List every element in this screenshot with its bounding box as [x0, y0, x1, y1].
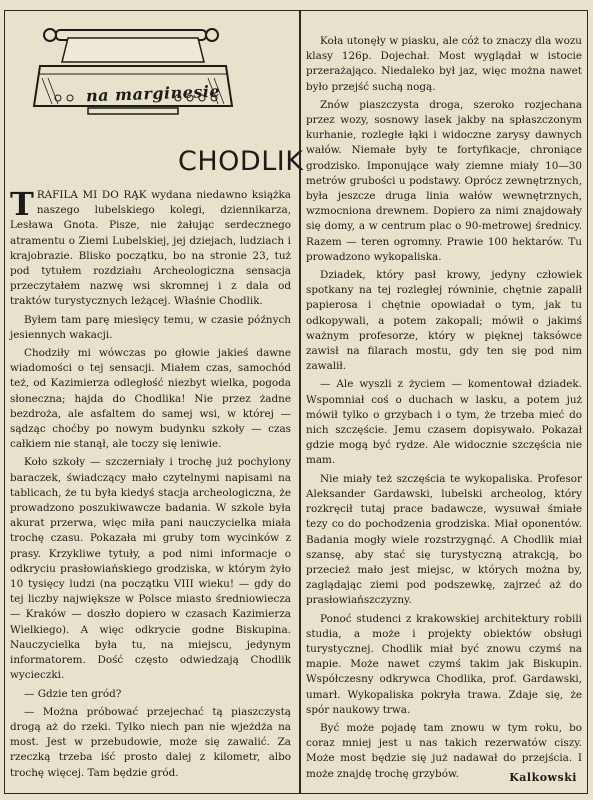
paragraph: Ponoć studenci z krakowskiej architektury robili studia, a może i projekty obiektów obsługi turystycznej. Chodlik miał być znowu czymś na mapie. Może nawet czymś takim jak Biskupin. Współczesny odkrywca Chodlika, prof. Gardawski, umarł. Wykopaliska pokryła trawa. Zdaje się, że spór naukowy trwa. — [306, 612, 582, 716]
paragraph: Znów piaszczysta droga, szeroko rozjechana przez wozy, sosnowy lasek jakby na spłaszczonym kurhanie, rozległe łąki i widoczne zarysy dawnych wałów. Niemałe były te fortyfikacje, chroniące grodzisko. Imponujące wały ziemne miały 10—30 metrów grubości u podstawy. Oprócz zewnętrznych, była jeszcze druga linia wałów wewnętrznych, wzmocniona drewnem. Dopiero za nimi znajdowały się domy, a w centrum plac o 90-metrowej średnicy. Razem — teren ogromny. Prawie 100 hektarów. Tu prowadzono wykopaliska. — [306, 98, 582, 263]
typewriter-logo — [28, 26, 238, 118]
left-column — [10, 185, 291, 784]
paragraph: — Gdzie ten gród? — [24, 687, 122, 700]
paragraph-text: RAFILA MI DO RĄK wydana niedawno książka naszego lubelskiego kolegi, dziennikarza, Lesława Gnota. Pisze, nie żałując serdecznego atramentu o Ziemi Lubelskiej, jej dziejach, ludziach i krajobrazie. Blisko początku, bo na stronie 23, tuż pod tytułem rozdziału Archeologiczna sensacja przeczytałem nazwę wsi skromnej i z dala od traktów turystycznych leżącej. Właśnie Chodlik. — [10, 189, 291, 308]
paragraph: — Można próbować przejechać tą piaszczystą drogą aż do rzeki. Tylko niech pan nie wjeżdża na most. Jest w przebudowie, może się zawalić. Za rzeczką trzeba iść prosto dalej z kilometr, albo trochę więcej. Tam będzie gród. — [10, 705, 291, 779]
paragraph: — Ale wyszli z życiem — komentował dziadek. Wspomniał coś o duchach w lasku, a potem już mówił tylko o grzybach i o tym, że trzeba mieć do nich szczęście. Jemu czasem dopisywało. Pokazał gdzie mogą być rydze. Ale widocznie szczęścia nie mam. — [306, 378, 582, 467]
paragraph: Dziadek, który pasł krowy, jedyny człowiek spotkany na tej rozległej równinie, chętnie zapalił papierosa i chętnie opowiadał o tym, jak tu odkopywali, a potem zakopali; mówił o jakimś ważnym profesorze, który w pięknej taksówce zawisł na filarach mostu, gdy ten się pod nim zawalił. — [306, 269, 582, 373]
paragraph: Chodziły mi wówczas po głowie jakieś dawne wiadomości o tej sensacji. Miałem czas, samochód też, od Kazimierza odległość niezbyt wielka, pogoda słoneczna; hajda do Chodlika! Nie przez żadne bezdroża, ale asfaltem do samej wsi, w której — sądząc choćby po nowym budynku szkoły — czas całkiem nie stanął, ale toczy się leniwie. — [10, 347, 291, 451]
right-column — [306, 34, 582, 785]
section-logo-text: na marginesie — [85, 81, 221, 106]
column-divider — [299, 10, 301, 794]
drop-cap: T — [10, 185, 34, 223]
article-title: CHODLIK — [178, 146, 304, 177]
paragraph: Byłem tam parę miesięcy temu, w czasie późnych jesiennych wakacji. — [10, 313, 291, 341]
paragraph: Nie miały też szczęścia te wykopaliska. Profesor Aleksander Gardawski, lubelski archeolog, który rozkręcił tutaj prace badawcze, wysuwał śmiałe tezy co do pochodzenia grodziska. Miał oponentów. Badania mogły wiele rozstrzygnąć. A Chodlik miał szansę, aby stać się turystyczną atrakcją, bo przecież mało jest miejsc, w których można by, zaglądając ziemi pod podszewkę, zajrzeć aż do prasłowiańszczyzny. — [306, 472, 582, 607]
author-signature: Kalkowski — [509, 771, 577, 784]
paragraph: Koło szkoły — szczerniały i trochę już pochylony baraczek, świadczący mało czytelnymi napisami na tablicach, że tu była kiedyś stacja archeologiczna, że prowadzono poszukiwawcze badania. W szkole była akurat przerwa, więc miła pani nauczycielka miała trochę czasu. Pokazała mi gruby tom wycinków z prasy. Krzykliwe tytuły, a pod nimi informacje o odkryciu prasłowiańskiego grodziska, w którym żyło 10 tysięcy ludzi (na początku VIII wieku! — gdy do tej liczby największe w Polsce miasto średniowiecza — Kraków — doszło dopiero w czasach Kazimierza Wielkiego). A więc odkrycie godne Biskupina. Nauczycielka była tu, na miejscu, jedynym informatorem. Dość często odwiedzają Chodlik wycieczki. — [10, 456, 291, 682]
paragraph — [10, 185, 291, 310]
paragraph: Koła utonęły w piasku, ale cóż to znaczy dla wozu klasy 126p. Dojechał. Most wyglądał w istocie przerażająco. Niedaleko był jaz, więc można nawet było przejść suchą nogą. — [306, 35, 582, 93]
typewriter-icon — [28, 26, 238, 118]
paragraph: Być może pojadę tam znowu w tym roku, bo coraz mniej jest u nas takich rezerwatów ciszy. Może most będzie się już nadawał do przejścia. I może znajdę trochę grzybów. — [306, 721, 582, 780]
